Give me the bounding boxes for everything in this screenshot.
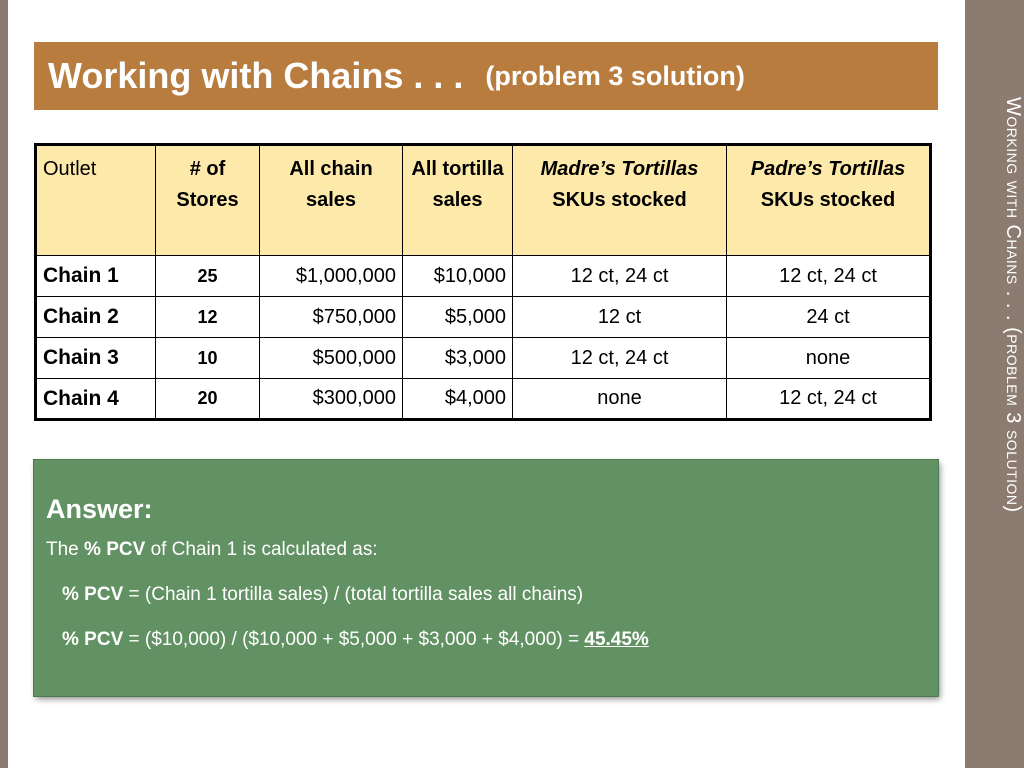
table-row — [36, 338, 931, 379]
cell-chain-sales: $500,000 — [260, 338, 403, 379]
table-row — [36, 297, 931, 338]
pcv-term: % PCV — [62, 629, 124, 650]
cell-outlet: Chain 1 — [36, 256, 156, 297]
formula-text: = (Chain 1 tortilla sales) / (total tortilla sales all chains) — [128, 584, 584, 605]
cell-outlet: Chain 3 — [36, 338, 156, 379]
chains-table — [34, 143, 932, 421]
table-row — [36, 256, 931, 297]
padre-brand-label: Padre’s Tortillas — [750, 158, 906, 180]
side-panel — [965, 0, 1024, 768]
header-padre-skus — [727, 145, 931, 256]
cell-tortilla-sales: $5,000 — [403, 297, 513, 338]
header-madre-skus — [513, 145, 727, 256]
madre-brand-label: Madre’s Tortillas — [540, 158, 699, 180]
table-row — [36, 379, 931, 420]
header-stores: # of Stores — [156, 145, 260, 256]
cell-tortilla-sales: $4,000 — [403, 379, 513, 420]
answer-box — [34, 460, 938, 696]
header-outlet: Outlet — [36, 145, 156, 256]
cell-madre-skus: none — [513, 379, 727, 420]
cell-stores: 20 — [156, 379, 260, 420]
slide-subtitle: (problem 3 solution) — [485, 60, 745, 91]
calculation-text: = ($10,000) / ($10,000 + $5,000 + $3,000 + $4,000) = — [128, 629, 580, 650]
cell-stores: 25 — [156, 256, 260, 297]
formula-line — [62, 584, 938, 606]
cell-padre-skus: 12 ct, 24 ct — [727, 379, 931, 420]
calculation-line — [62, 629, 938, 651]
intro-suffix: of Chain 1 is calculated as: — [150, 539, 378, 560]
cell-chain-sales: $1,000,000 — [260, 256, 403, 297]
padre-skus-label: SKUs stocked — [760, 189, 896, 211]
madre-skus-label: SKUs stocked — [552, 189, 687, 211]
cell-stores: 10 — [156, 338, 260, 379]
cell-outlet: Chain 4 — [36, 379, 156, 420]
table-header-row — [36, 145, 931, 256]
title-bar — [34, 42, 938, 110]
result-value: 45.45% — [584, 629, 649, 650]
cell-padre-skus: none — [727, 338, 931, 379]
cell-padre-skus: 24 ct — [727, 297, 931, 338]
cell-outlet: Chain 2 — [36, 297, 156, 338]
answer-heading: Answer: — [46, 494, 153, 524]
cell-madre-skus: 12 ct, 24 ct — [513, 338, 727, 379]
cell-tortilla-sales: $3,000 — [403, 338, 513, 379]
slide-title: Working with Chains . . . — [48, 55, 464, 96]
cell-stores: 12 — [156, 297, 260, 338]
pcv-term: % PCV — [84, 539, 146, 560]
pcv-term: % PCV — [62, 584, 124, 605]
header-all-tortilla-sales: All tortilla sales — [403, 145, 513, 256]
cell-madre-skus: 12 ct, 24 ct — [513, 256, 727, 297]
header-all-chain-sales: All chain sales — [260, 145, 403, 256]
left-edge-bar — [0, 0, 8, 768]
cell-chain-sales: $300,000 — [260, 379, 403, 420]
cell-madre-skus: 12 ct — [513, 297, 727, 338]
cell-tortilla-sales: $10,000 — [403, 256, 513, 297]
cell-padre-skus: 12 ct, 24 ct — [727, 256, 931, 297]
side-title: Working with Chains . . . (problem 3 solution) — [1002, 97, 1024, 513]
intro-prefix: The — [46, 539, 79, 560]
answer-intro-line — [46, 539, 938, 561]
cell-chain-sales: $750,000 — [260, 297, 403, 338]
